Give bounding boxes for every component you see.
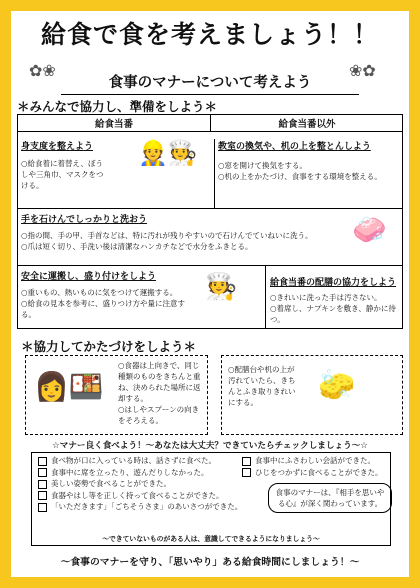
cleanup-left-text1: ○食器は上向きで、同じ種類のものをきちんと重ね、決められた場所に返却する。: [118, 361, 201, 403]
subtitle-wrap: [61, 71, 359, 95]
item1: [21, 139, 105, 191]
prep-table: [17, 114, 403, 329]
chef-icon: 👷🧑‍🍳: [138, 139, 198, 167]
cleanup-right-text: ○配膳台や机の上が汚れていたら、きちんとふき取りきれいにする。: [228, 365, 296, 407]
cleanup-left: [25, 355, 208, 435]
item1-title: 身支度を整えよう: [21, 142, 94, 152]
lunch-server-icon: 🧑‍🍳: [205, 272, 238, 302]
item4-text2: ○給食の見本を参考に、盛りつけ方や量に注意する。: [21, 299, 186, 319]
item2-text2: ○机の上をかたづけ、食事をする環境を整える。: [218, 172, 382, 181]
section1-heading: ＊みんなで協力し、準備をしよう＊: [17, 99, 218, 114]
wipe-icon: 🧽: [318, 368, 356, 403]
item5-title: 給食当番の配膳の協力をしよう: [270, 278, 397, 288]
checkbox[interactable]: [38, 491, 47, 500]
checkbox[interactable]: [38, 457, 47, 466]
checkbox[interactable]: [38, 480, 47, 489]
item3-text2: ○爪は短く切り、手洗い後は清潔なハンカチなどで水分をふきとる。: [21, 242, 253, 251]
checkbox[interactable]: [242, 468, 251, 477]
check-item-7[interactable]: ひじをつかずに食べることができた。: [242, 467, 383, 479]
section3-heading: ☆マナー良く食べよう！～あなたは大丈夫？できていたらチェックしましょう～☆: [52, 441, 368, 451]
checkbox[interactable]: [242, 457, 251, 466]
checklist-box: [31, 452, 391, 546]
cleanup-left-text: [118, 360, 204, 426]
item4-title: 安全に運搬し、盛り付けをしよう: [21, 272, 157, 282]
check-item-6[interactable]: 食事中にふさわしい会話ができた。: [242, 455, 383, 467]
check-item-4[interactable]: 食器やはし等を正しく持って食べることができた。: [38, 490, 242, 502]
item4-text1: ○重いもの、熱いものに気をつけて運搬する。: [21, 288, 178, 297]
checkbox[interactable]: [38, 468, 47, 477]
item2-title: 教室の換気や、机の上を整とんしよう: [218, 142, 371, 152]
tray-icon: 👩🍱: [34, 370, 104, 403]
checkbox[interactable]: [38, 503, 47, 512]
section2-heading: ＊協力してかたづけをしよう＊: [21, 339, 197, 354]
checklist-bottom-note: ～できていないものがある人は、意識してできるようになりましょう～: [102, 535, 320, 543]
check-item-1[interactable]: 食べ物が口に入っている時は、話さずに食べた。: [38, 455, 242, 467]
item4: [21, 269, 191, 320]
item2: [214, 139, 408, 209]
page: [11, 11, 409, 577]
manner-note-text: 食事のマナーは、『相手を思いやる心』が深く関わっています。: [275, 488, 385, 508]
item5-text1: ○きれいに洗った手は汚さない。: [270, 293, 382, 302]
item5: [265, 265, 407, 328]
item3: [21, 212, 346, 252]
item2-text1: ○窓を開けて換気をする。: [218, 161, 308, 170]
page-title: 給食で食を考えましょう！！: [40, 20, 379, 49]
item3-text1: ○指の間、手の甲、手首などは、特に汚れが残りやすいので石けんでていねいに洗う。: [21, 231, 313, 240]
row2-divider: [18, 208, 402, 209]
rose-icon: ❀✿: [349, 61, 376, 80]
check-item-5[interactable]: 「いただきます」「ごちそうさま」のあいさつができた。: [38, 501, 242, 513]
item3-title: 手を石けんでしっかりと洗おう: [21, 215, 148, 225]
footer-message: ～食事のマナーを守り、「思いやり」ある給食時間にしましょう！～: [60, 557, 360, 568]
col-left-head: 給食当番: [18, 115, 210, 132]
subtitle: 食事のマナーについて考えよう: [108, 75, 312, 91]
rose-icon: ✿❀: [29, 61, 56, 80]
cleanup-right-text-wrap: [228, 364, 298, 408]
checks-left: [38, 455, 242, 513]
checks-right: [242, 455, 383, 478]
handwash-icon: 🧼: [352, 213, 387, 246]
cleanup-right: [221, 355, 403, 435]
item1-text: ○給食着に着替え、ぼうしや三角巾、マスクをつける。: [21, 159, 104, 190]
col-right-head: 給食当番以外: [210, 115, 403, 132]
check-item-3[interactable]: 美しい姿勢で食べることができた。: [38, 478, 242, 490]
check-item-2[interactable]: 食事中に席を立ったり、遊んだりしなかった。: [38, 467, 242, 479]
item5-text2: ○着席し、ナプキンを敷き、静かに待つ。: [270, 304, 396, 324]
manner-note: [268, 483, 392, 513]
cleanup-left-text2: ○はしやスプーンの向きをそろえる。: [118, 405, 200, 425]
